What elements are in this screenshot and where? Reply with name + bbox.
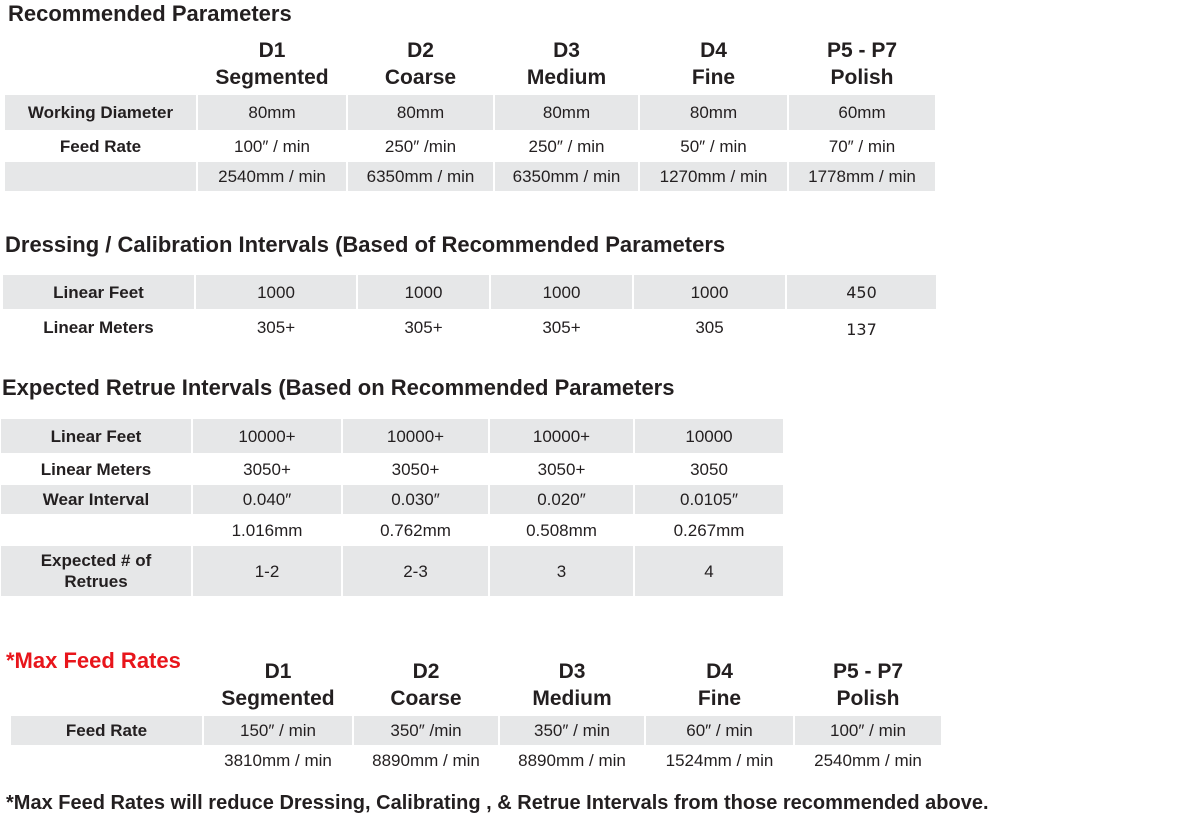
- table-cell: 8890mm / min: [518, 750, 626, 770]
- table-cell: 60mm: [789, 95, 935, 130]
- col-name: Medium: [526, 66, 607, 89]
- col-name: Polish: [836, 687, 900, 710]
- col-code: D4: [700, 39, 727, 62]
- table-cell: 3050+: [537, 459, 586, 479]
- col-name: Segmented: [221, 687, 335, 710]
- table-cell: 80mm: [348, 95, 493, 130]
- table-cell: 3810mm / min: [224, 750, 332, 770]
- col-code: D2: [412, 660, 440, 683]
- col-name: Segmented: [215, 66, 329, 89]
- table-cell: 0.508mm: [526, 520, 597, 540]
- row-label-linear-feet: Linear Feet: [3, 275, 194, 309]
- col-code: D3: [553, 39, 580, 62]
- table-cell: 305: [695, 317, 724, 337]
- footnote: *Max Feed Rates will reduce Dressing, Calibrating , & Retrue Intervals from those recommended above.: [6, 792, 989, 814]
- table-cell: 3: [490, 546, 633, 596]
- table-cell: 450: [787, 275, 936, 309]
- table-cell: 1524mm / min: [665, 750, 774, 770]
- col-code: D3: [558, 660, 586, 683]
- table-cell: 70″ / min: [828, 136, 896, 156]
- table-cell: 250″ / min: [528, 136, 605, 156]
- table-cell: 350″ / min: [500, 716, 644, 745]
- table-cell: 80mm: [640, 95, 787, 130]
- table-cell: 80mm: [495, 95, 638, 130]
- table-cell: 250″ /min: [384, 136, 457, 156]
- col-header-d2: [354, 658, 498, 712]
- col-header-d1: [204, 658, 352, 712]
- row-label-linear-meters: Linear Meters: [40, 459, 152, 479]
- table-cell: 0.020″: [490, 485, 633, 514]
- table-cell: 3050+: [243, 459, 291, 479]
- col-code: P5 - P7: [832, 660, 904, 683]
- table-cell: 1000: [358, 275, 489, 309]
- table-cell: 1000: [196, 275, 356, 309]
- table-cell: 305+: [256, 317, 296, 337]
- col-header-d4: [640, 37, 787, 91]
- table-cell: 8890mm / min: [372, 750, 480, 770]
- col-name: Fine: [697, 687, 742, 710]
- table-cell: 10000+: [343, 419, 488, 453]
- col-code: D1: [258, 39, 286, 62]
- row-label-linear-meters: Linear Meters: [43, 317, 154, 337]
- table-cell: 100″ / min: [234, 136, 310, 156]
- col-code: D2: [407, 39, 434, 62]
- col-code: D1: [264, 660, 292, 683]
- table-cell: 80mm: [198, 95, 346, 130]
- table-cell: 1000: [634, 275, 785, 309]
- col-name: Medium: [532, 687, 612, 710]
- row-label-wear-interval: Wear Interval: [1, 485, 191, 514]
- col-header-d3: [500, 658, 644, 712]
- table-cell: 100″ / min: [795, 716, 941, 745]
- col-header-d1: [198, 37, 346, 91]
- row-label-empty: [5, 162, 196, 191]
- recommended-parameters-heading: Recommended Parameters: [8, 1, 292, 26]
- table-cell: 3050: [690, 459, 728, 479]
- table-cell: 350″ /min: [354, 716, 498, 745]
- row-label-linear-feet: Linear Feet: [1, 419, 191, 453]
- table-cell: 1.016mm: [231, 520, 303, 540]
- table-cell: 6350mm / min: [348, 162, 493, 191]
- table-cell: 305+: [404, 317, 443, 337]
- table-cell: 10000: [635, 419, 783, 453]
- col-name: Coarse: [384, 66, 457, 89]
- dressing-calibration-heading: Dressing / Calibration Intervals (Based of Recommended Parameters: [5, 232, 726, 257]
- col-name: Polish: [830, 66, 894, 89]
- table-cell: 50″ / min: [680, 136, 747, 156]
- table-cell: 1270mm / min: [640, 162, 787, 191]
- row-label-empty: [11, 746, 202, 774]
- col-header-d2: [348, 37, 493, 91]
- row-label-feed-rate: Feed Rate: [59, 136, 142, 156]
- table-cell: 0.030″: [343, 485, 488, 514]
- table-cell: 4: [635, 546, 783, 596]
- col-code: D4: [706, 660, 733, 683]
- table-cell: 2540mm / min: [198, 162, 346, 191]
- table-cell: 137: [846, 319, 877, 339]
- table-cell: 1000: [491, 275, 632, 309]
- col-header-d3: [495, 37, 638, 91]
- row-label-feed-rate: Feed Rate: [11, 716, 202, 745]
- table-cell: 60″ / min: [646, 716, 793, 745]
- table-cell: 0.267mm: [673, 520, 745, 540]
- col-header-p5-p7: [795, 658, 941, 712]
- table-cell: 1778mm / min: [789, 162, 935, 191]
- table-cell: 0.0105″: [635, 485, 783, 514]
- table-cell: 6350mm / min: [495, 162, 638, 191]
- table-cell: 0.040″: [193, 485, 341, 514]
- table-cell: 2-3: [343, 546, 488, 596]
- row-label-working-diameter: Working Diameter: [5, 95, 196, 130]
- row-label-empty: [1, 516, 191, 544]
- col-header-d4: [646, 658, 793, 712]
- table-cell: 2540mm / min: [814, 750, 922, 770]
- table-cell: 10000+: [490, 419, 633, 453]
- col-name: Fine: [691, 66, 736, 89]
- col-name: Coarse: [390, 687, 462, 710]
- table-cell: 1-2: [193, 546, 341, 596]
- table-cell: 10000+: [193, 419, 341, 453]
- table-cell: 3050+: [391, 459, 440, 479]
- retrue-intervals-heading: Expected Retrue Intervals (Based on Recommended Parameters: [2, 375, 675, 400]
- col-header-p5-p7: [789, 37, 935, 91]
- table-cell: 0.762mm: [380, 520, 451, 540]
- table-cell: 150″ / min: [204, 716, 352, 745]
- max-feed-rates-heading: *Max Feed Rates: [6, 648, 181, 673]
- col-code: P5 - P7: [826, 39, 898, 62]
- table-cell: 305+: [542, 317, 581, 337]
- row-label-expected-retrues: Expected # of Retrues: [1, 546, 191, 596]
